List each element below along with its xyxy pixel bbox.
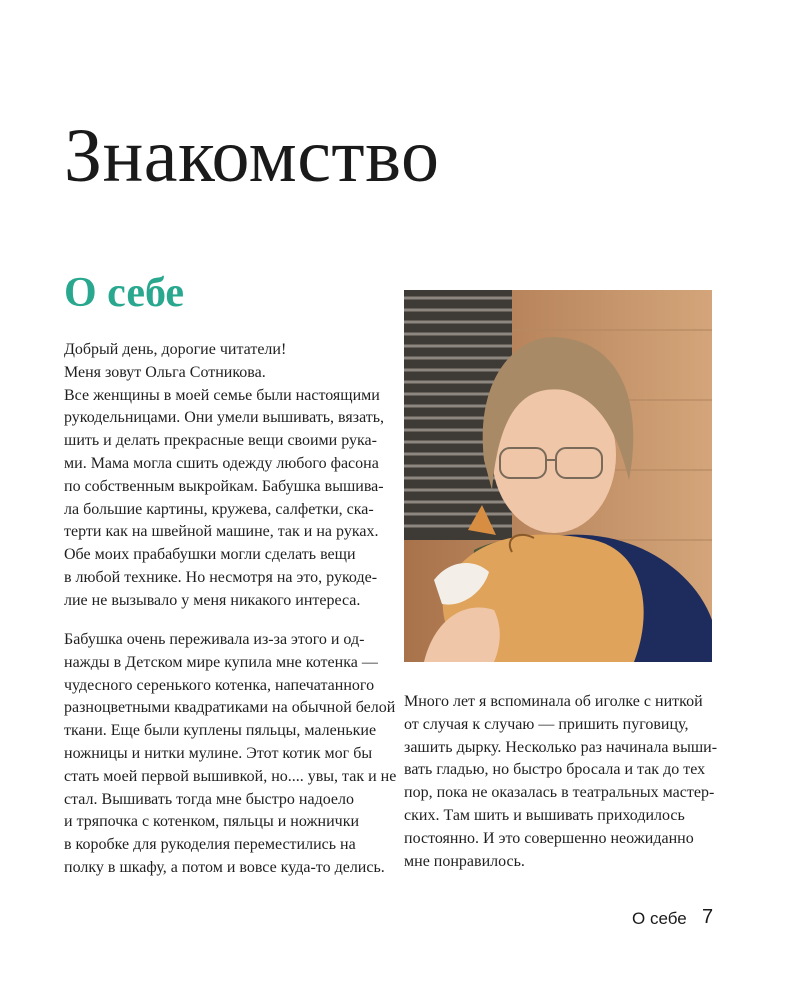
paragraph-line: Обе моих прабабушки могли сделать вещи bbox=[64, 546, 356, 564]
paragraph-line: в любой технике. Но несмотря на это, рукоде- bbox=[64, 568, 378, 586]
paragraph-line: лие не вызывало у меня никакого интереса. bbox=[64, 591, 361, 609]
paragraph-line: Много лет я вспоминала об иголке с ниткой bbox=[404, 693, 703, 710]
paragraph-line: нажды в Детском мире купила мне котенка — bbox=[64, 653, 378, 671]
section-title: О себе bbox=[64, 270, 185, 316]
paragraph-line: терти как на швейной машине, так и на руках. bbox=[64, 523, 379, 541]
paragraph-line: полку в шкафу, а потом и вовсе куда-то делись. bbox=[64, 858, 385, 876]
paragraph-line: ми. Мама могла сшить одежду любого фасона bbox=[64, 454, 379, 472]
paragraph-line: мне понравилось. bbox=[404, 852, 525, 870]
paragraph-line: пор, пока не оказалась в театральных мастер- bbox=[404, 784, 715, 802]
paragraph-line: и тряпочка с котенком, пяльцы и ножнички bbox=[64, 813, 360, 831]
paragraph-line: Все женщины в моей семье были настоящими bbox=[64, 386, 380, 404]
paragraph-intro bbox=[64, 339, 384, 613]
paragraph-line: постоянно. И это совершенно неожиданно bbox=[404, 829, 694, 847]
paragraph-line: стал. Вышивать тогда мне быстро надоело bbox=[64, 790, 354, 808]
page-number: 7 bbox=[702, 906, 714, 928]
paragraph-line: в коробке для рукоделия переместились на bbox=[64, 836, 356, 854]
paragraph-line: Бабушка очень переживала из-за этого и од- bbox=[64, 631, 365, 648]
footer-section-label: О себе bbox=[632, 909, 687, 928]
paragraph-line: стать моей первой вышивкой, но.... увы, так и не bbox=[64, 767, 397, 785]
paragraph-line: ла большие картины, кружева, салфетки, ска- bbox=[64, 500, 374, 518]
paragraph-line: чудесного серенького котенка, напечатанного bbox=[64, 676, 375, 694]
paragraph-line: ножницы и нитки мулине. Этот котик мог бы bbox=[64, 744, 373, 762]
chapter-title: Знакомство bbox=[64, 114, 440, 198]
paragraph-line: ткани. Еще были куплены пяльцы, маленькие bbox=[64, 722, 377, 740]
paragraph-line: разноцветными квадратиками на обычной белой bbox=[64, 699, 396, 717]
paragraph-line: от случая к случаю — пришить пуговицу, bbox=[404, 715, 689, 733]
paragraph-line: Добрый день, дорогие читатели! bbox=[64, 341, 287, 358]
paragraph-line: вать гладью, но быстро бросала и так до тех bbox=[404, 761, 706, 779]
paragraph-line: по собственным выкройкам. Бабушка вышива- bbox=[64, 477, 384, 495]
author-with-cat-illustration bbox=[404, 290, 712, 662]
author-photo bbox=[404, 290, 712, 662]
paragraph-grandmother bbox=[64, 629, 396, 880]
paragraph-theatre bbox=[404, 691, 717, 873]
paragraph-line: Меня зовут Ольга Сотникова. bbox=[64, 363, 266, 381]
paragraph-line: ских. Там шить и вышивать приходилось bbox=[404, 806, 685, 824]
paragraph-line: зашить дырку. Несколько раз начинала выши- bbox=[404, 738, 718, 756]
paragraph-line: рукодельницами. Они умели вышивать, вязать, bbox=[64, 409, 385, 427]
paragraph-line: шить и делать прекрасные вещи своими рука- bbox=[64, 432, 377, 450]
